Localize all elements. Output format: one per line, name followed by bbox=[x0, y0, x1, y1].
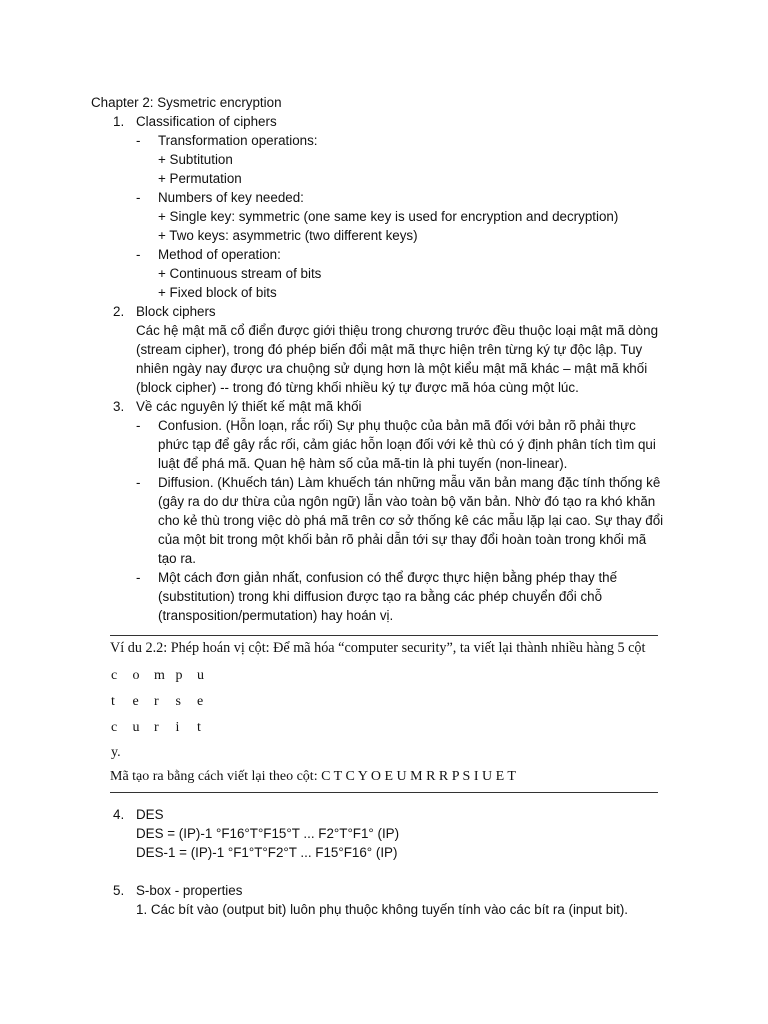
des-inverse-formula: DES-1 = (IP)-1 °F1°T°F2°T ... F15°F16° (IP) bbox=[136, 845, 398, 860]
example-row-4 bbox=[111, 743, 121, 762]
section-1-title: Classification of ciphers bbox=[136, 114, 277, 129]
example-letter: o bbox=[132, 668, 140, 683]
section-4-title: DES bbox=[136, 807, 164, 822]
example-result: Mã tạo ra bằng cách viết lại theo cột: C T C Y O E U M R R P S I U E T bbox=[110, 769, 516, 784]
des-formula: DES = (IP)-1 °F16°T°F15°T ... F2°T°F1° (IP) bbox=[136, 826, 400, 841]
example-letter: m bbox=[154, 668, 165, 683]
example-letter: u bbox=[132, 720, 140, 735]
section-2-paragraph-line: (stream cipher), trong đó phép biến đổi mật mã thực hiện trên từng ký tự độc lập. Tuy bbox=[136, 342, 643, 357]
example-letter: t bbox=[197, 720, 201, 735]
section-1-item-3-dash: - bbox=[136, 247, 141, 262]
section-2-paragraph-line: Các hệ mật mã cổ điển được giới thiệu trong chương trước đều thuộc loại mật mã dòng bbox=[136, 323, 659, 338]
section-1-item-1-sub-1: + Subtitution bbox=[158, 152, 233, 167]
confusion-line: Confusion. (Hỗn loạn, rắc rối) Sự phụ thuộc của bản mã đối với bản rõ phải thực bbox=[158, 418, 636, 433]
diffusion-line: tạo ra. bbox=[158, 551, 196, 566]
example-heading: Ví du 2.2: Phép hoán vị cột: Để mã hóa “computer security”, ta viết lại thành nhiều hàng 5 cột bbox=[110, 640, 646, 656]
chapter-title: Chapter 2: Sysmetric encryption bbox=[91, 95, 282, 110]
section-3-number: 3. bbox=[113, 399, 125, 414]
section-2-paragraph-line: nhiên ngày nay được ưa chuộng sử dụng hơn là một kiểu mật mã khác – mật mã khối bbox=[136, 361, 648, 376]
example-letter: c bbox=[111, 720, 118, 735]
section-1-item-1-sub-2: + Permutation bbox=[158, 171, 242, 186]
example-letter: y bbox=[111, 745, 118, 760]
section-1-item-2-dash: - bbox=[136, 190, 141, 205]
example-letter: e bbox=[197, 694, 204, 709]
section-4-number: 4. bbox=[113, 807, 125, 822]
section-3-item-3-dash: - bbox=[136, 570, 141, 585]
section-1-item-3-heading: Method of operation: bbox=[158, 247, 281, 262]
example-letter: r bbox=[154, 694, 159, 709]
example-letter: t bbox=[111, 694, 115, 709]
example-row-3 bbox=[111, 718, 219, 737]
section-3-title: Về các nguyên lý thiết kế mật mã khối bbox=[136, 399, 362, 414]
example-top-rule bbox=[110, 635, 658, 636]
diffusion-line: cho kẻ thù trong việc dò phá mã trên cơ sở thống kê các mẫu lặp lại cao. Sự thay đổi bbox=[158, 513, 664, 528]
diffusion-line: Diffusion. (Khuếch tán) Làm khuếch tán những mẫu văn bản mang đặc tính thống kê bbox=[158, 475, 661, 490]
section-1-item-3-sub-2: + Fixed block of bits bbox=[158, 285, 277, 300]
section-1-item-1-dash: - bbox=[136, 133, 141, 148]
section-1-item-2-sub-2: + Two keys: asymmetric (two different keys) bbox=[158, 228, 418, 243]
example-letter: r bbox=[154, 720, 159, 735]
section-3-item-1-dash: - bbox=[136, 418, 141, 433]
section-1-item-3-sub-1: + Continuous stream of bits bbox=[158, 266, 322, 281]
substitution-line: Một cách đơn giản nhất, confusion có thể được thực hiện bằng phép thay thế bbox=[158, 570, 618, 585]
section-1-item-2-sub-1: + Single key: symmetric (one same key is used for encryption and decryption) bbox=[158, 209, 619, 224]
section-2-number: 2. bbox=[113, 304, 125, 319]
section-1-item-1-heading: Transformation operations: bbox=[158, 133, 318, 148]
substitution-line: (transposition/permutation) hay hoán vị. bbox=[158, 608, 394, 623]
example-letter: c bbox=[111, 668, 118, 683]
sbox-property-1: 1. Các bít vào (output bit) luôn phụ thuộc không tuyến tính vào các bít ra (input bit). bbox=[136, 902, 629, 917]
example-row-2 bbox=[111, 692, 219, 711]
section-2-title: Block ciphers bbox=[136, 304, 216, 319]
section-5-number: 5. bbox=[113, 883, 125, 898]
section-5-title: S-box - properties bbox=[136, 883, 243, 898]
example-letter: e bbox=[132, 694, 139, 709]
example-letter: i bbox=[175, 720, 180, 735]
section-3-item-2-dash: - bbox=[136, 475, 141, 490]
example-letter: s bbox=[175, 694, 181, 709]
substitution-line: (substitution) trong khi diffusion được tạo ra bằng các phép chuyển đổi chỗ bbox=[158, 589, 603, 604]
example-bottom-rule bbox=[110, 792, 658, 793]
example-letter: u bbox=[197, 668, 204, 683]
confusion-line: luật để phá mã. Quan hệ hàm số của mã-tin là phi tuyến (non-linear). bbox=[158, 456, 568, 471]
confusion-line: phức tạp để gây rắc rối, cảm giác hỗn loạn đối với kẻ thù có ý định phân tích tìm qui bbox=[158, 437, 656, 452]
example-row-1 bbox=[111, 666, 219, 685]
section-1-number: 1. bbox=[113, 114, 125, 129]
example-letter: . bbox=[117, 745, 121, 760]
diffusion-line: của một bit trong một khối bản rõ phải dẫn tới sự thay đổi hoàn toàn trong khối mã bbox=[158, 532, 647, 547]
diffusion-line: (gây ra do dư thừa của ngôn ngữ) lẫn vào toàn bộ văn bản. Nhờ đó tạo ra khó khăn bbox=[158, 494, 656, 509]
example-letter: p bbox=[175, 668, 183, 683]
section-1-item-2-heading: Numbers of key needed: bbox=[158, 190, 304, 205]
section-2-paragraph-line: (block cipher) -- trong đó từng khối nhiều ký tự được mã hóa cùng một lúc. bbox=[136, 380, 579, 395]
